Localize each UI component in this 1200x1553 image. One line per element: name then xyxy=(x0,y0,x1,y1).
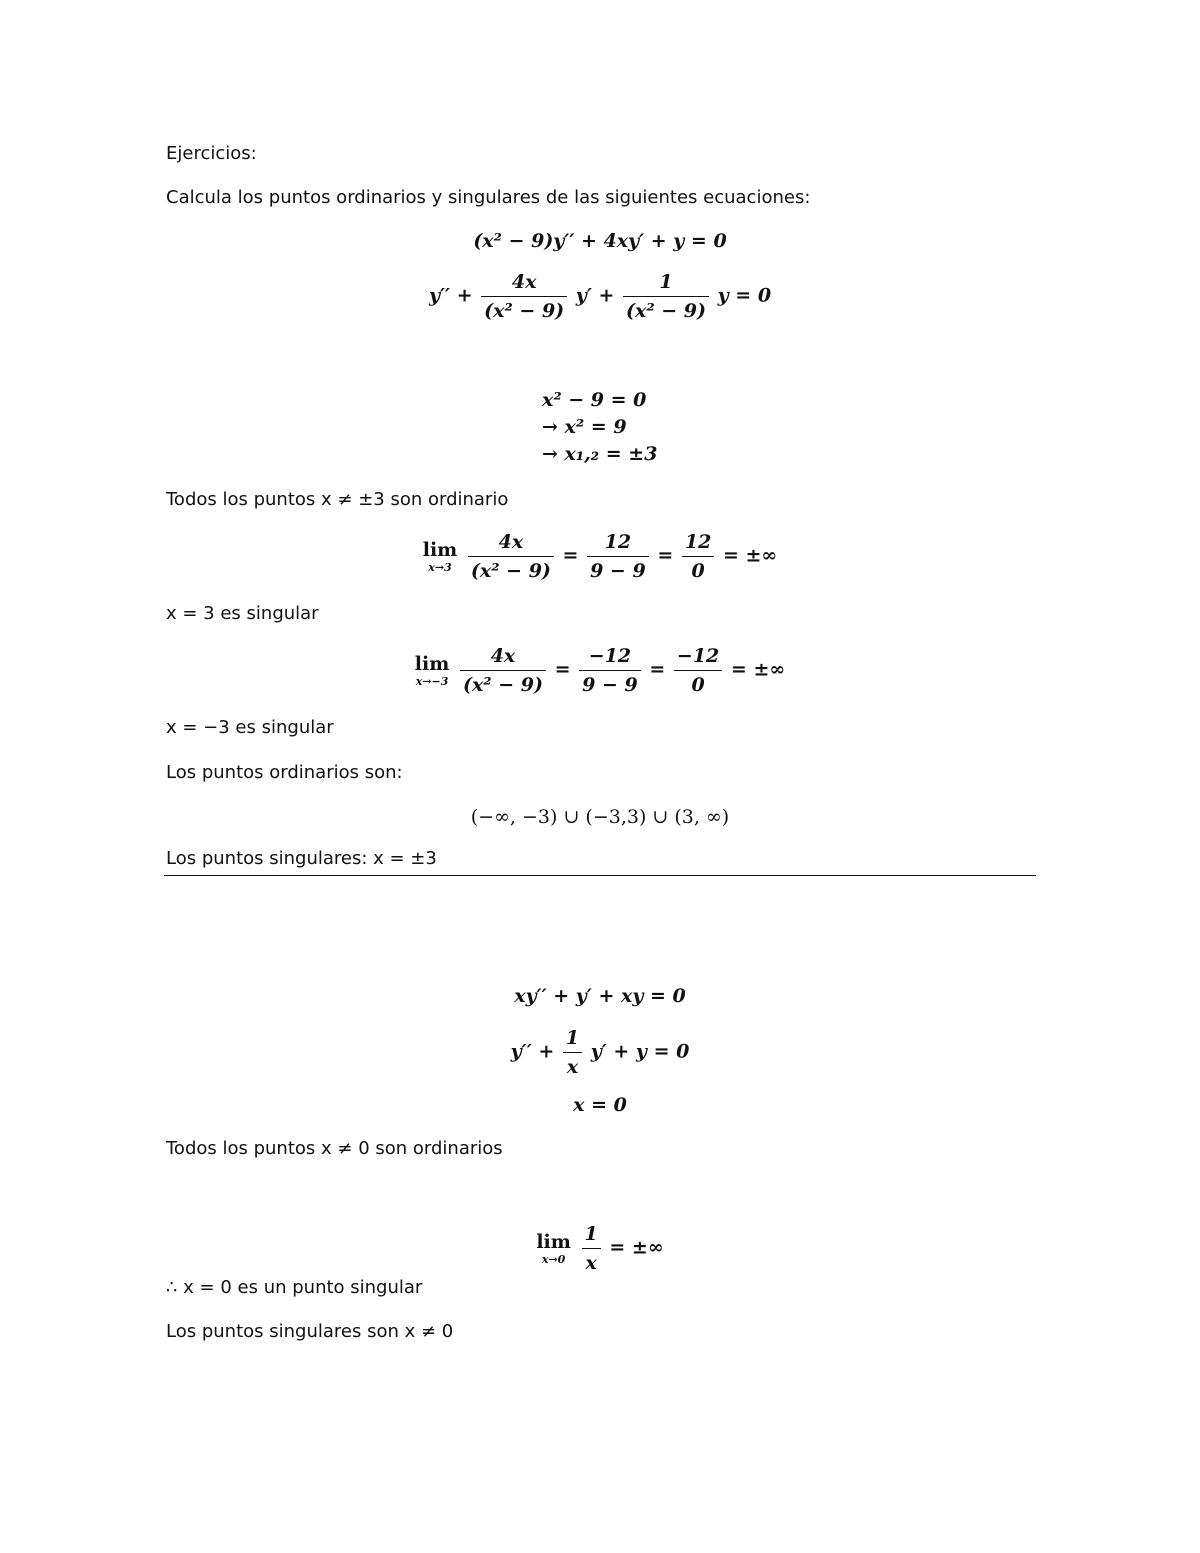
limit-x-to-3: lim x→3 $\frac{4x}{\text{(x² − 9)}}$ = $\frac{12}{9 - 9}$ = $\frac{12}{0}$ = ±∞ xyxy=(422,531,778,582)
ex2-conclusion: ∴ x = 0 es un punto singular xyxy=(166,1277,423,1298)
fraction xyxy=(481,270,567,323)
limit-x-to-0 xyxy=(0,1222,1200,1275)
instruction: Calcula los puntos ordinarios y singulares de las siguientes ecuaciones: xyxy=(166,187,811,208)
numerator: 12 xyxy=(587,530,649,557)
term: y′′ + xyxy=(510,1040,555,1063)
numerator: 12 xyxy=(682,530,714,557)
singular-points-line: Los puntos singulares: x = ±3 xyxy=(166,848,437,869)
ex2-root: x = 0 xyxy=(573,1094,627,1116)
limit-result: = ±∞ xyxy=(722,544,778,567)
ex2-normalized-equation xyxy=(0,1026,1200,1079)
step-2: → x² = 9 xyxy=(542,416,627,438)
numerator: −12 xyxy=(579,644,641,671)
lim-subscript: x→−3 xyxy=(415,674,449,688)
fraction xyxy=(682,530,714,583)
denominator: (x² − 9) xyxy=(462,674,543,696)
fraction xyxy=(623,270,709,323)
ex1-equation: (x² − 9)y′′ + 4xy′ + y = 0 xyxy=(473,230,727,252)
denominator: (x² − 9) xyxy=(484,300,565,322)
fraction xyxy=(579,644,641,697)
ex2-final: Los puntos singulares son x ≠ 0 xyxy=(166,1321,454,1342)
numerator: 4x xyxy=(460,644,546,671)
fraction xyxy=(674,644,722,697)
section-divider xyxy=(164,875,1036,876)
ex2-ordinary-text: Todos los puntos x ≠ 0 son ordinarios xyxy=(166,1138,503,1159)
term: y = 0 xyxy=(717,284,772,307)
denominator: 9 − 9 xyxy=(590,560,646,582)
fraction xyxy=(587,530,649,583)
heading: Ejercicios: xyxy=(166,143,257,164)
denominator: 0 xyxy=(691,560,705,582)
numerator: −12 xyxy=(674,644,722,671)
fraction xyxy=(582,1222,601,1275)
denominator: 0 xyxy=(691,674,705,696)
lim-subscript: x→3 xyxy=(428,560,452,574)
lim-subscript: x→0 xyxy=(541,1252,566,1266)
term: y′′ + xyxy=(428,284,473,307)
step-1: x² − 9 = 0 xyxy=(542,389,647,411)
lim-operator: lim x→−3 xyxy=(414,652,450,688)
limit-result: = ±∞ xyxy=(730,658,786,681)
lim-operator: lim x→0 xyxy=(536,1230,571,1266)
denominator: x xyxy=(585,1252,597,1274)
denominator: (x² − 9) xyxy=(626,300,707,322)
denominator: (x² − 9) xyxy=(470,560,551,582)
fraction xyxy=(563,1026,582,1079)
numerator: 1 xyxy=(563,1026,582,1053)
step-3: → x₁,₂ = ±3 xyxy=(542,443,658,465)
limit-x-to-minus-3: lim x→−3 $\frac{4x}{\text{(x² − 9)}}$ = $\frac{-12}{9 - 9}$ = $\frac{-12}{0}$ = ±∞ xyxy=(414,645,786,696)
singular-minus-3-text: x = −3 es singular xyxy=(166,717,334,738)
lim-operator: lim x→3 xyxy=(422,538,458,574)
denominator: 9 − 9 xyxy=(582,674,638,696)
ordinary-points-set: (−∞, −3) ∪ (−3,3) ∪ (3, ∞) xyxy=(470,806,730,828)
ordinary-points-text: Todos los puntos x ≠ ±3 son ordinario xyxy=(166,489,509,510)
numerator: 1 xyxy=(582,1222,601,1249)
numerator: 4x xyxy=(481,270,567,297)
term: y′ + xyxy=(575,284,615,307)
fraction xyxy=(468,530,554,583)
numerator: 1 xyxy=(623,270,709,297)
term: y′ + y = 0 xyxy=(590,1040,690,1063)
limit-result: = ±∞ xyxy=(609,1236,664,1259)
ordinary-points-label: Los puntos ordinarios son: xyxy=(166,762,403,783)
singular-3-text: x = 3 es singular xyxy=(166,603,319,624)
fraction xyxy=(460,644,546,697)
ex1-normalized-equation xyxy=(0,270,1200,323)
ex2-equation: xy′′ + y′ + xy = 0 xyxy=(514,985,686,1007)
denominator: x xyxy=(566,1056,579,1078)
numerator: 4x xyxy=(468,530,554,557)
